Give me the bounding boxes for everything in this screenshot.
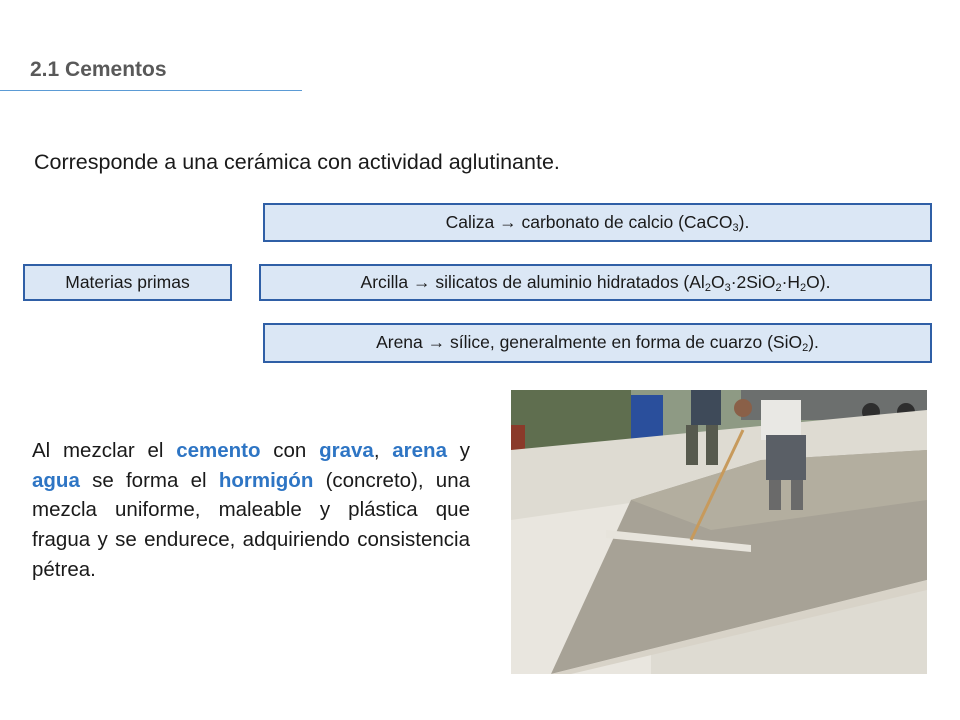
arcilla-text: Arcilla → silicatos de aluminio hidratados $(Al_2O_3\cdot 2SiO_2\cdot H_2O)$. (360, 271, 831, 294)
intro-text: Corresponde a una cerámica con actividad aglutinante. (34, 150, 560, 174)
keyword-arena: arena (392, 439, 447, 462)
caliza-box (263, 203, 932, 242)
arena-text: Arena → sílice, generalmente en forma de cuarzo (SiO$_2$). (376, 332, 819, 354)
keyword-agua: agua (32, 468, 80, 492)
title-underline (0, 90, 302, 91)
keyword-hormigon: hormigón (218, 468, 314, 492)
concrete-pouring-photo (511, 390, 927, 674)
arena-box (263, 323, 932, 363)
materias-primas-label: Materias primas (65, 272, 190, 292)
materias-primas-box (23, 264, 232, 301)
keyword-grava: grava (319, 439, 374, 462)
photo-illustration (511, 390, 927, 674)
keyword-cemento: cemento (176, 439, 261, 462)
section-title: 2.1 Cementos (30, 58, 167, 81)
hormigon-paragraph: Al mezclar el cemento con grava, arena y agua se forma el hormigón (concreto), una mezcla uniforme, maleable y plástica que fragua y se endurece, adquiriendo consistencia pétrea. (32, 439, 470, 581)
arcilla-box (259, 264, 932, 301)
caliza-text: Caliza → carbonato de calcio (CaCO$_3$). (445, 211, 750, 234)
